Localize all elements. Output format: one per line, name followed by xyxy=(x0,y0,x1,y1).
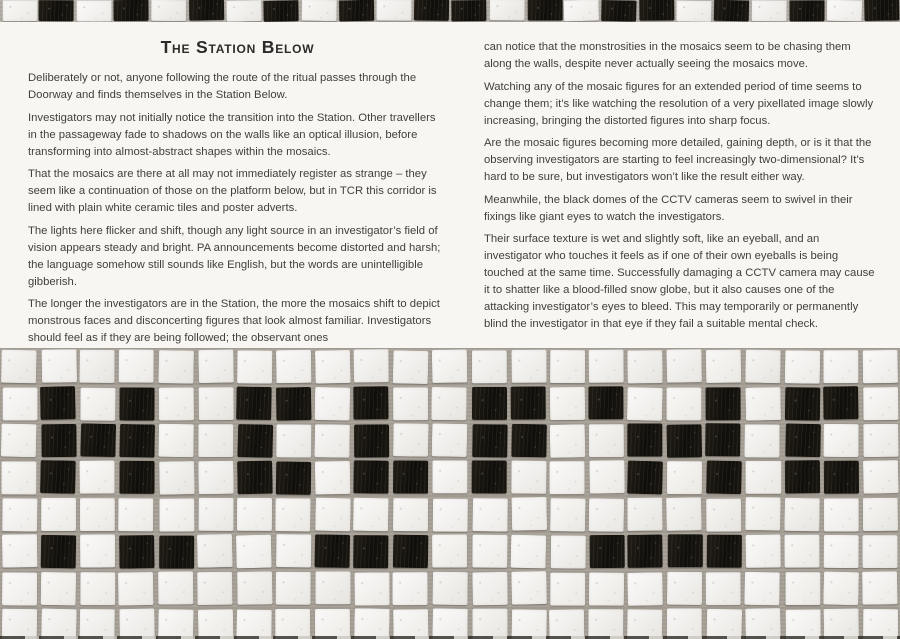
white-mosaic-tile xyxy=(550,350,585,383)
white-mosaic-tile xyxy=(564,0,599,21)
white-mosaic-tile xyxy=(589,424,624,457)
white-mosaic-tile xyxy=(198,387,233,420)
top-mosaic-tile-grid xyxy=(0,0,900,22)
white-mosaic-tile xyxy=(158,387,193,420)
white-mosaic-tile xyxy=(226,0,261,22)
white-mosaic-tile xyxy=(706,572,741,605)
black-mosaic-tile xyxy=(590,535,625,568)
white-mosaic-tile xyxy=(237,571,273,605)
black-mosaic-tile xyxy=(159,536,194,569)
white-mosaic-tile xyxy=(824,498,859,531)
white-mosaic-tile xyxy=(237,498,272,531)
white-mosaic-tile xyxy=(745,572,781,606)
white-mosaic-tile xyxy=(76,0,111,21)
paragraph: Investigators may not initially notice the transition into the Station. Other travellers in the passageway fade to shadows on the walls like an optical illusion, before transforming into almost-abstract shapes within the mosaics. xyxy=(28,111,436,158)
white-mosaic-tile xyxy=(511,609,547,639)
white-mosaic-tile xyxy=(393,498,428,531)
white-mosaic-tile xyxy=(276,350,312,383)
black-mosaic-tile xyxy=(41,424,76,457)
white-mosaic-tile xyxy=(158,350,194,384)
white-mosaic-tile xyxy=(236,535,272,569)
black-mosaic-tile xyxy=(40,386,76,420)
white-mosaic-tile xyxy=(81,388,116,421)
black-mosaic-tile xyxy=(120,424,156,458)
black-mosaic-tile xyxy=(119,535,155,568)
black-mosaic-tile xyxy=(472,387,507,420)
paragraph: That the mosaics are there at all may not immediately register as strange – they seem like a continuation of those on the platform below, but in TCR this corridor is lined with plain white ceramic tiles and poster adverts. xyxy=(28,168,437,214)
white-mosaic-tile xyxy=(472,535,507,568)
white-mosaic-tile xyxy=(315,461,351,495)
white-mosaic-tile xyxy=(158,571,193,604)
white-mosaic-tile xyxy=(433,608,469,639)
black-mosaic-tile xyxy=(113,0,148,21)
white-mosaic-tile xyxy=(80,609,115,639)
black-mosaic-tile xyxy=(601,0,636,22)
black-mosaic-tile xyxy=(471,460,506,493)
white-mosaic-tile xyxy=(355,572,390,605)
white-mosaic-tile xyxy=(433,499,468,532)
white-mosaic-tile xyxy=(745,424,780,457)
white-mosaic-tile xyxy=(549,461,584,494)
right-column-paragraphs xyxy=(484,39,876,333)
white-mosaic-tile xyxy=(676,0,711,21)
white-mosaic-tile xyxy=(158,424,194,457)
paragraph: The longer the investigators are in the Station, the more the mosaics shift to depict monstrous faces and disconcerting figures that look almost familiar. Investigators should feel as if they are being followed; the observant ones xyxy=(28,298,440,344)
white-mosaic-tile xyxy=(119,349,154,382)
black-mosaic-tile xyxy=(639,0,674,21)
white-mosaic-tile xyxy=(236,609,272,639)
white-mosaic-tile xyxy=(511,461,546,494)
white-mosaic-tile xyxy=(42,349,78,383)
left-column xyxy=(28,22,447,353)
white-mosaic-tile xyxy=(276,534,311,567)
black-mosaic-tile xyxy=(353,535,388,568)
black-mosaic-tile xyxy=(276,387,312,421)
white-mosaic-tile xyxy=(550,573,585,606)
black-mosaic-tile xyxy=(707,460,743,494)
paragraph: can notice that the monstrosities in the mosaics seem to be chasing them along the walls, despite never actually seeing the mosaics move. xyxy=(484,41,851,70)
white-mosaic-tile xyxy=(315,609,350,639)
black-mosaic-tile xyxy=(451,0,486,21)
black-mosaic-tile xyxy=(784,387,820,420)
black-mosaic-tile xyxy=(120,461,155,494)
white-mosaic-tile xyxy=(354,349,389,382)
white-mosaic-tile xyxy=(826,0,861,21)
black-mosaic-tile xyxy=(41,535,77,568)
white-mosaic-tile xyxy=(120,608,156,639)
black-mosaic-tile xyxy=(864,0,899,21)
white-mosaic-tile xyxy=(589,460,625,493)
white-mosaic-tile xyxy=(549,424,585,458)
white-mosaic-tile xyxy=(627,350,663,383)
white-mosaic-tile xyxy=(276,424,311,457)
white-mosaic-tile xyxy=(2,609,38,639)
page-content xyxy=(0,22,900,348)
black-mosaic-tile xyxy=(789,0,824,21)
white-mosaic-tile xyxy=(751,0,786,21)
white-mosaic-tile xyxy=(432,535,467,568)
white-mosaic-tile xyxy=(315,350,351,384)
black-mosaic-tile xyxy=(588,386,623,419)
white-mosaic-tile xyxy=(550,498,586,532)
black-mosaic-tile xyxy=(785,423,821,457)
black-mosaic-tile xyxy=(706,387,741,420)
white-mosaic-tile xyxy=(80,350,115,383)
white-mosaic-tile xyxy=(80,572,115,605)
white-mosaic-tile xyxy=(314,424,350,458)
white-mosaic-tile xyxy=(863,498,898,531)
white-mosaic-tile xyxy=(627,387,663,421)
white-mosaic-tile xyxy=(1,424,37,458)
top-mosaic-border xyxy=(0,0,900,22)
white-mosaic-tile xyxy=(315,498,351,532)
white-mosaic-tile xyxy=(589,498,625,532)
white-mosaic-tile xyxy=(627,572,663,606)
black-mosaic-tile xyxy=(668,534,703,567)
left-column-paragraphs xyxy=(28,70,447,347)
white-mosaic-tile xyxy=(863,387,898,420)
white-mosaic-tile xyxy=(159,461,195,495)
white-mosaic-tile xyxy=(627,609,663,639)
white-mosaic-tile xyxy=(80,498,115,531)
black-mosaic-tile xyxy=(315,534,351,567)
white-mosaic-tile xyxy=(41,609,77,639)
white-mosaic-tile xyxy=(433,572,469,605)
right-column xyxy=(484,22,876,339)
white-mosaic-tile xyxy=(1,461,36,494)
white-mosaic-tile xyxy=(2,498,38,531)
white-mosaic-tile xyxy=(2,534,38,568)
white-mosaic-tile xyxy=(432,349,468,383)
white-mosaic-tile xyxy=(550,387,585,420)
black-mosaic-tile xyxy=(627,461,663,495)
black-mosaic-tile xyxy=(81,423,117,457)
white-mosaic-tile xyxy=(862,350,898,383)
white-mosaic-tile xyxy=(784,535,819,568)
paragraph: Their surface texture is wet and slightly soft, like an eyeball, and an investigator who touches it feels as if one of their own eyeballs is being touched at the same time. Successfully damaging a CCTV camera may cause it to shatter like a blood-filled snow globe, but it also causes one of the attacking investigator’s eyes to bleed. This may temporarily or permanently blind the investigator in that eye if they fail a suitable mental check. xyxy=(484,233,875,330)
paragraph: Deliberately or not, anyone following the route of the ritual passes through the Doorway and finds themselves in the Station Below. xyxy=(28,72,417,101)
white-mosaic-tile xyxy=(746,534,782,567)
black-mosaic-tile xyxy=(784,460,819,493)
white-mosaic-tile xyxy=(1,350,37,384)
white-mosaic-tile xyxy=(706,499,741,532)
black-mosaic-tile xyxy=(706,423,741,456)
white-mosaic-tile xyxy=(432,387,468,420)
white-mosaic-tile xyxy=(432,423,468,457)
white-mosaic-tile xyxy=(785,609,820,639)
black-mosaic-tile xyxy=(39,0,74,21)
white-mosaic-tile xyxy=(784,498,820,532)
black-mosaic-tile xyxy=(40,460,76,494)
white-mosaic-tile xyxy=(198,609,234,639)
white-mosaic-tile xyxy=(550,535,585,568)
black-mosaic-tile xyxy=(667,424,703,458)
black-mosaic-tile xyxy=(354,460,390,493)
white-mosaic-tile xyxy=(41,498,76,531)
black-mosaic-tile xyxy=(120,387,155,420)
black-mosaic-tile xyxy=(393,461,428,494)
white-mosaic-tile xyxy=(746,387,782,421)
white-mosaic-tile xyxy=(198,424,233,457)
black-mosaic-tile xyxy=(353,386,388,419)
white-mosaic-tile xyxy=(823,350,858,383)
white-mosaic-tile xyxy=(490,0,525,21)
black-mosaic-tile xyxy=(511,424,547,458)
white-mosaic-tile xyxy=(510,535,546,569)
white-mosaic-tile xyxy=(118,498,153,531)
white-mosaic-tile xyxy=(511,350,546,383)
white-mosaic-tile xyxy=(353,498,389,532)
white-mosaic-tile xyxy=(118,572,154,606)
black-mosaic-tile xyxy=(527,0,562,21)
white-mosaic-tile xyxy=(315,387,351,421)
black-mosaic-tile xyxy=(236,387,272,421)
page-title: The Station Below xyxy=(160,37,315,57)
black-mosaic-tile xyxy=(824,461,859,494)
black-mosaic-tile xyxy=(339,0,374,21)
white-mosaic-tile xyxy=(784,350,820,384)
white-mosaic-tile xyxy=(151,0,186,21)
black-mosaic-tile xyxy=(276,461,312,494)
white-mosaic-tile xyxy=(275,609,310,639)
white-mosaic-tile xyxy=(666,497,702,531)
black-mosaic-tile xyxy=(627,424,662,457)
white-mosaic-tile xyxy=(707,609,743,639)
white-mosaic-tile xyxy=(589,350,624,383)
white-mosaic-tile xyxy=(354,608,390,639)
white-mosaic-tile xyxy=(862,571,898,605)
white-mosaic-tile xyxy=(823,535,858,568)
black-mosaic-tile xyxy=(189,0,224,21)
white-mosaic-tile xyxy=(823,572,859,606)
paragraph: Are the mosaic figures becoming more detailed, gaining depth, or is it that the observing investigators are starting to feel increasingly two-dimensional? It’s hard to be sure, but investigators won’t like the result either way. xyxy=(484,137,872,183)
white-mosaic-tile xyxy=(276,572,311,605)
paragraph: Meanwhile, the black domes of the CCTV cameras seem to swivel in their fixings like giant eyes to watch the investigators. xyxy=(484,193,853,223)
white-mosaic-tile xyxy=(863,460,899,494)
black-mosaic-tile xyxy=(714,0,749,21)
white-mosaic-tile xyxy=(393,350,429,384)
white-mosaic-tile xyxy=(667,608,702,639)
white-mosaic-tile xyxy=(746,497,782,530)
white-mosaic-tile xyxy=(863,609,898,639)
white-mosaic-tile xyxy=(823,424,858,457)
white-mosaic-tile xyxy=(627,498,662,531)
white-mosaic-tile xyxy=(471,350,506,383)
bottom-mosaic-tile-grid xyxy=(0,348,900,639)
black-mosaic-tile xyxy=(237,461,273,495)
white-mosaic-tile xyxy=(316,571,351,604)
black-mosaic-tile xyxy=(510,386,545,419)
black-mosaic-tile xyxy=(237,424,273,458)
white-mosaic-tile xyxy=(3,388,38,421)
white-mosaic-tile xyxy=(393,572,428,605)
black-mosaic-tile xyxy=(354,424,389,457)
white-mosaic-tile xyxy=(159,499,194,532)
white-mosaic-tile xyxy=(549,609,585,639)
white-mosaic-tile xyxy=(2,572,37,605)
white-mosaic-tile xyxy=(706,350,742,383)
white-mosaic-tile xyxy=(472,609,507,639)
white-mosaic-tile xyxy=(511,497,547,531)
bottom-mosaic-photo xyxy=(0,348,900,639)
white-mosaic-tile xyxy=(80,460,115,493)
white-mosaic-tile xyxy=(393,609,429,639)
white-mosaic-tile xyxy=(588,609,623,639)
white-mosaic-tile xyxy=(472,498,508,531)
white-mosaic-tile xyxy=(667,572,702,605)
white-mosaic-tile xyxy=(511,571,547,605)
white-mosaic-tile xyxy=(237,350,272,383)
white-mosaic-tile xyxy=(667,388,702,421)
black-mosaic-tile xyxy=(393,535,429,569)
white-mosaic-tile xyxy=(275,498,311,531)
white-mosaic-tile xyxy=(197,572,232,605)
white-mosaic-tile xyxy=(41,572,77,606)
white-mosaic-tile xyxy=(667,349,703,383)
white-mosaic-tile xyxy=(667,461,702,494)
paragraph: The lights here flicker and shift, though any light source in an investigator’s field of vision appears steady and bright. PA announcements become distorted and harsh; the language somehow still sounds like English, but the words are unintelligible gibberish. xyxy=(28,224,441,288)
white-mosaic-tile xyxy=(2,0,37,21)
white-mosaic-tile xyxy=(198,461,234,494)
white-mosaic-tile xyxy=(198,498,233,531)
white-mosaic-tile xyxy=(823,608,859,639)
white-mosaic-tile xyxy=(80,534,115,567)
white-mosaic-tile xyxy=(746,461,781,494)
white-mosaic-tile xyxy=(785,572,820,605)
white-mosaic-tile xyxy=(197,534,233,568)
white-mosaic-tile xyxy=(472,572,508,606)
black-mosaic-tile xyxy=(823,386,859,419)
white-mosaic-tile xyxy=(589,572,624,605)
white-mosaic-tile xyxy=(393,387,428,420)
black-mosaic-tile xyxy=(414,0,449,21)
white-mosaic-tile xyxy=(198,349,234,383)
white-mosaic-tile xyxy=(862,535,897,568)
white-mosaic-tile xyxy=(157,609,193,639)
white-mosaic-tile xyxy=(393,423,429,457)
white-mosaic-tile xyxy=(433,460,468,493)
white-mosaic-tile xyxy=(301,0,336,21)
white-mosaic-tile xyxy=(863,424,898,457)
white-mosaic-tile xyxy=(746,608,782,639)
black-mosaic-tile xyxy=(263,0,298,22)
paragraph: Watching any of the mosaic figures for an extended period of time seems to change them; it’s like watching the resolution of a very pixellated image slowly increasing, bringing the distorted figures into sharp focus. xyxy=(484,80,874,127)
black-mosaic-tile xyxy=(707,535,742,568)
white-mosaic-tile xyxy=(376,0,411,21)
black-mosaic-tile xyxy=(472,424,508,457)
white-mosaic-tile xyxy=(746,350,782,384)
black-mosaic-tile xyxy=(627,534,663,567)
